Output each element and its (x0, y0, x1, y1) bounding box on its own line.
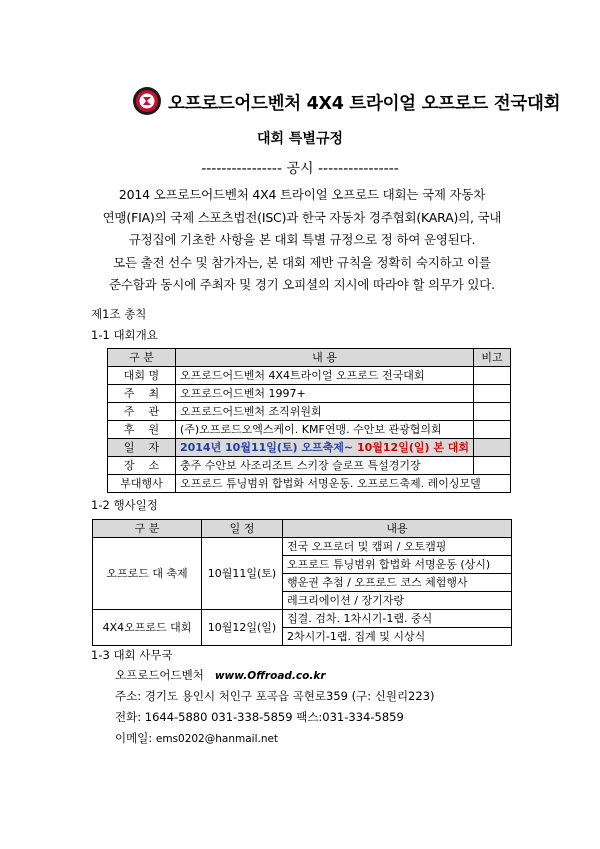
website-link[interactable]: www.Offroad.co.kr (214, 670, 326, 682)
schedule-item: 전국 오프로더 및 캠퍼 / 오토캠핑 (283, 538, 512, 556)
table-row (108, 367, 511, 385)
table-header-row (93, 520, 512, 538)
notice-heading: ---------------- 공시 ---------------- (201, 161, 399, 177)
row-label: 대회 명 (108, 367, 176, 385)
section-heading-office: 1-3 대회 사무국 (91, 648, 173, 662)
row-value: 오프로드 튜닝범위 합법화 서명운동. 오프로드축제. 레이싱모델 (175, 475, 510, 493)
date-festival: 2014년 10월11일(토) 오프축제~ (179, 440, 357, 454)
row-label: 부대행사 (108, 475, 176, 493)
table-row (108, 421, 511, 439)
intro-line: 연맹(FIA)의 국제 스포츠법전(ISC)과 한국 자동차 경주협회(KARA)의, 국내 (102, 209, 502, 225)
section-heading-overview: 1-1 대회개요 (91, 328, 158, 342)
schedule-table (92, 519, 512, 646)
article-heading: 제1조 총칙 (91, 307, 147, 321)
row-note (474, 457, 511, 475)
page-subtitle: 대회 특별규정 (256, 131, 344, 147)
schedule-item: 행운권 추첨 / 오프로드 코스 체험행사 (283, 574, 512, 592)
row-value: 오프로드어드벤처 4X4트라이얼 오프로드 전국대회 (175, 367, 473, 385)
table-row (108, 457, 511, 475)
table-row (108, 385, 511, 403)
table-row (108, 475, 511, 493)
row-value: 오프로드어드벤처 1997+ (175, 385, 473, 403)
row-note (474, 403, 511, 421)
page-title: 오프로드어드벤처 4X4 트라이얼 오프로드 전국대회 (168, 94, 561, 114)
schedule-item: 레크리에이션 / 장기자랑 (283, 592, 512, 610)
row-label: 장 소 (108, 457, 176, 475)
email-label: 이메일: (115, 731, 156, 745)
table-header: 구 분 (93, 520, 202, 538)
row-note (474, 367, 511, 385)
row-value: 오프로드어드벤처 조직위원회 (175, 403, 473, 421)
event-logo-icon (132, 86, 162, 116)
row-note (474, 421, 511, 439)
date-main-event: 10월12일(일) 본 대회 (356, 440, 470, 454)
intro-line: 2014 오프로드어드벤처 4X4 트라이얼 오프로드 대회는 국제 자동차 (118, 187, 486, 202)
row-value: 충주 수안보 사조리조트 스키장 슬로프 특설경기장 (175, 457, 473, 475)
table-header-row (108, 349, 511, 367)
table-header: 일 정 (202, 520, 283, 538)
email-link[interactable]: ems0202@hanmail.net (155, 733, 279, 745)
table-row (93, 538, 512, 556)
office-address: 주소: 경기도 용인시 처인구 포곡읍 곡현로359 (구: 신원리223) (115, 689, 435, 703)
schedule-item: 오프로드 튜닝범위 합법화 서명운동 (상시) (283, 556, 512, 574)
office-email-line (115, 730, 278, 746)
intro-line: 규정집에 기초한 사항을 본 대회 특별 규정으로 정 하여 운영된다. (128, 232, 476, 247)
row-label: 주 최 (108, 385, 176, 403)
schedule-item: 2차시기-1랩. 집계 및 시상식 (283, 628, 512, 646)
table-row (108, 403, 511, 421)
office-phone: 전화: 1644-5880 031-338-5859 팩스:031-334-5859 (115, 710, 404, 724)
event-name: 4X4오프로드 대회 (93, 610, 202, 646)
row-note (474, 439, 511, 457)
table-header: 비고 (474, 349, 511, 367)
row-label: 후 원 (108, 421, 176, 439)
table-row (93, 610, 512, 628)
row-value (175, 439, 473, 457)
row-label: 주 관 (108, 403, 176, 421)
intro-paragraph (80, 184, 524, 297)
row-label: 일 자 (108, 439, 176, 457)
table-header: 내 용 (175, 349, 473, 367)
table-header: 내용 (283, 520, 512, 538)
schedule-item: 집결. 검차. 1차시기-1랩. 중식 (283, 610, 512, 628)
intro-line: 모든 출전 선수 및 참가자는, 본 대회 제반 규칙을 정확히 숙지하고 이를 (113, 254, 491, 270)
event-date: 10월11일(토) (202, 538, 283, 610)
office-name: 오프로드어드벤처 (115, 668, 204, 682)
table-row (108, 439, 511, 457)
row-note (474, 385, 511, 403)
overview-table (107, 348, 511, 493)
intro-line: 준수함과 동시에 주최자 및 경기 오피셜의 지시에 따라야 할 의무가 있다. (109, 277, 495, 292)
section-heading-schedule: 1-2 행사일정 (91, 498, 158, 512)
event-name: 오프로드 대 축제 (93, 538, 202, 610)
event-date: 10월12일(일) (202, 610, 283, 646)
office-name-line (115, 667, 326, 683)
table-header: 구 분 (108, 349, 176, 367)
row-value: (주)오프로드오엑스케이. KMF연맹. 수안보 관광협의회 (175, 421, 473, 439)
